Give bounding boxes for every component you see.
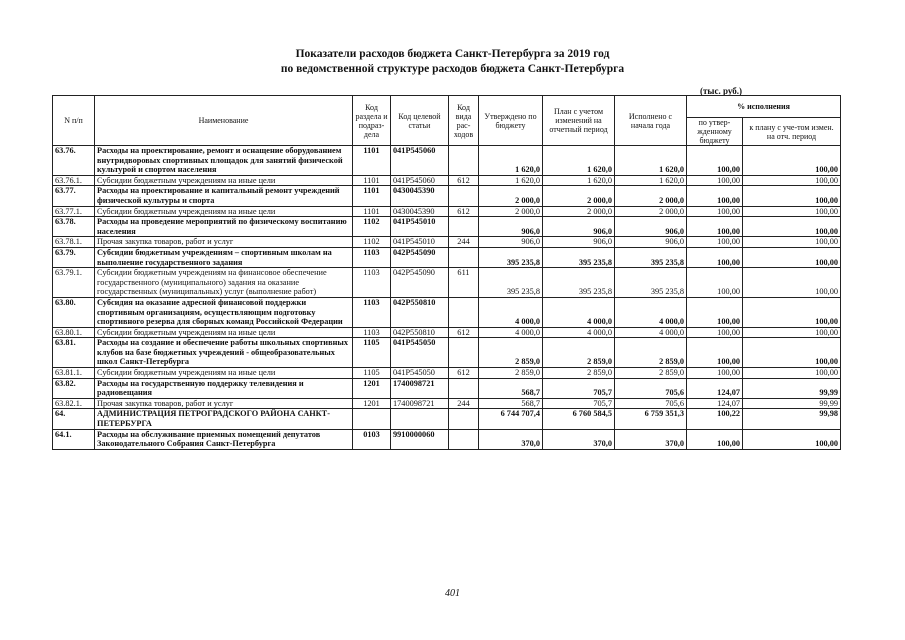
row-plan: 2 000,0: [543, 206, 615, 217]
row-executed: 2 859,0: [615, 338, 687, 368]
row-approved: 4 000,0: [479, 297, 543, 327]
row-target-code: 1740098721: [391, 398, 449, 409]
row-section-code: 1201: [353, 398, 391, 409]
table-row: [53, 237, 841, 248]
row-kind-code: 244: [449, 398, 479, 409]
row-section-code: 1103: [353, 297, 391, 327]
row-percent-plan: 100,00: [743, 146, 841, 176]
row-executed: 395 235,8: [615, 268, 687, 298]
row-plan: 4 000,0: [543, 327, 615, 338]
header-section-code: Код раздела и подраз-дела: [353, 96, 391, 146]
row-target-code: 9910000060: [391, 429, 449, 449]
row-approved: 395 235,8: [479, 268, 543, 298]
row-section-code: 1101: [353, 146, 391, 176]
row-plan: 705,7: [543, 398, 615, 409]
table-row: [53, 247, 841, 267]
row-target-code: 041P545060: [391, 146, 449, 176]
row-num: 63.78.: [53, 217, 95, 237]
row-num: 63.76.: [53, 146, 95, 176]
row-plan: 2 859,0: [543, 338, 615, 368]
row-target-code: 042P545090: [391, 247, 449, 267]
row-section-code: 1201: [353, 378, 391, 398]
row-plan: 370,0: [543, 429, 615, 449]
row-num: 63.82.: [53, 378, 95, 398]
row-section-code: 1103: [353, 268, 391, 298]
row-percent-approved: 100,00: [687, 217, 743, 237]
row-name: Субсидии бюджетным учреждениям на иные цели: [95, 206, 353, 217]
row-plan: 2 859,0: [543, 368, 615, 379]
row-target-code: 042P550810: [391, 327, 449, 338]
table-row: [53, 175, 841, 186]
row-section-code: 1102: [353, 237, 391, 248]
row-kind-code: [449, 217, 479, 237]
row-percent-plan: 99,99: [743, 398, 841, 409]
row-section-code: 1105: [353, 338, 391, 368]
row-kind-code: [449, 338, 479, 368]
row-percent-approved: 100,00: [687, 327, 743, 338]
row-num: 63.81.: [53, 338, 95, 368]
row-percent-approved: 100,00: [687, 268, 743, 298]
table-row: [53, 268, 841, 298]
table-row: [53, 429, 841, 449]
row-target-code: 041P545050: [391, 368, 449, 379]
row-percent-plan: 100,00: [743, 247, 841, 267]
row-executed: 4 000,0: [615, 327, 687, 338]
row-executed: 2 000,0: [615, 206, 687, 217]
row-kind-code: [449, 247, 479, 267]
row-percent-plan: 100,00: [743, 297, 841, 327]
row-num: 63.81.1.: [53, 368, 95, 379]
row-section-code: [353, 409, 391, 429]
row-name: Субсидии бюджетным учреждениям на иные цели: [95, 327, 353, 338]
row-executed: 705,6: [615, 378, 687, 398]
row-percent-plan: 99,99: [743, 378, 841, 398]
row-num: 63.79.: [53, 247, 95, 267]
row-target-code: 041P545060: [391, 175, 449, 186]
row-executed: 1 620,0: [615, 175, 687, 186]
table-row: [53, 206, 841, 217]
row-percent-approved: 100,00: [687, 247, 743, 267]
row-plan: 1 620,0: [543, 146, 615, 176]
row-num: 63.77.1.: [53, 206, 95, 217]
row-plan: 4 000,0: [543, 297, 615, 327]
row-target-code: 041P545010: [391, 217, 449, 237]
row-percent-approved: 100,00: [687, 297, 743, 327]
row-percent-plan: 100,00: [743, 338, 841, 368]
row-kind-code: [449, 429, 479, 449]
row-name: Расходы на создание и обеспечение работы школьных спортивных клубов на базе бюджетных учреждений - общеобразовательных школ Санкт-Петербурга: [95, 338, 353, 368]
row-executed: 4 000,0: [615, 297, 687, 327]
header-target-code: Код целевой статьи: [391, 96, 449, 146]
row-approved: 4 000,0: [479, 327, 543, 338]
row-kind-code: 244: [449, 237, 479, 248]
table-row: [53, 327, 841, 338]
row-kind-code: [449, 146, 479, 176]
row-executed: 906,0: [615, 217, 687, 237]
row-percent-approved: 100,22: [687, 409, 743, 429]
row-percent-plan: 100,00: [743, 429, 841, 449]
row-plan: 906,0: [543, 237, 615, 248]
report-subtitle: по ведомственной структуре расходов бюджета Санкт-Петербурга: [280, 63, 625, 75]
header-percent: % исполнения: [687, 96, 841, 118]
row-kind-code: 612: [449, 327, 479, 338]
table-row: [53, 217, 841, 237]
row-approved: 2 000,0: [479, 206, 543, 217]
row-target-code: 0430045390: [391, 186, 449, 206]
row-plan: 1 620,0: [543, 175, 615, 186]
row-name: Прочая закупка товаров, работ и услуг: [95, 398, 353, 409]
report-title: Показатели расходов бюджета Санкт-Петербурга за 2019 год: [295, 48, 610, 60]
header-executed: Исполнено с начала года: [615, 96, 687, 146]
row-name: Субсидии бюджетным учреждениям – спортивным школам на выполнение государственного задания: [95, 247, 353, 267]
row-percent-plan: 99,98: [743, 409, 841, 429]
table-row: [53, 378, 841, 398]
row-approved: 370,0: [479, 429, 543, 449]
row-percent-plan: 100,00: [743, 237, 841, 248]
table-row: [53, 398, 841, 409]
row-plan: 2 000,0: [543, 186, 615, 206]
row-target-code: [391, 409, 449, 429]
row-executed: 2 000,0: [615, 186, 687, 206]
table-row: [53, 368, 841, 379]
row-percent-plan: 100,00: [743, 368, 841, 379]
row-name: Расходы на проектирование и капитальный ремонт учреждений физической культуры и спорта: [95, 186, 353, 206]
row-name: Субсидии бюджетным учреждениям на финансовое обеспечение государственного (муниципального) задания на оказание государственных (муниципальных) услуг (выполнение работ): [95, 268, 353, 298]
row-section-code: 0103: [353, 429, 391, 449]
row-approved: 568,7: [479, 378, 543, 398]
row-num: 63.80.1.: [53, 327, 95, 338]
row-target-code: 0430045390: [391, 206, 449, 217]
row-name: Прочая закупка товаров, работ и услуг: [95, 237, 353, 248]
row-percent-approved: 124,07: [687, 398, 743, 409]
row-section-code: 1101: [353, 175, 391, 186]
row-executed: 395 235,8: [615, 247, 687, 267]
row-plan: 395 235,8: [543, 268, 615, 298]
row-name: Расходы на проведение мероприятий по физическому воспитанию населения: [95, 217, 353, 237]
row-percent-approved: 100,00: [687, 175, 743, 186]
row-num: 64.: [53, 409, 95, 429]
row-approved: 906,0: [479, 237, 543, 248]
table-row: [53, 297, 841, 327]
row-approved: 395 235,8: [479, 247, 543, 267]
table-row: [53, 186, 841, 206]
header-percent-approved: по утвер-жденному бюджету: [687, 118, 743, 146]
table-row: [53, 409, 841, 429]
row-percent-approved: 100,00: [687, 338, 743, 368]
row-name: Расходы на проектирование, ремонт и оснащение оборудованием внутридворовых спортивных площадок для занятий физической культурой и спортом населения: [95, 146, 353, 176]
row-plan: 6 760 584,5: [543, 409, 615, 429]
row-percent-plan: 100,00: [743, 327, 841, 338]
row-approved: 2 000,0: [479, 186, 543, 206]
row-num: 63.82.1.: [53, 398, 95, 409]
row-kind-code: [449, 186, 479, 206]
row-percent-plan: 100,00: [743, 186, 841, 206]
row-num: 63.76.1.: [53, 175, 95, 186]
row-section-code: 1103: [353, 327, 391, 338]
row-percent-approved: 100,00: [687, 368, 743, 379]
table-row: [53, 338, 841, 368]
row-plan: 395 235,8: [543, 247, 615, 267]
row-approved: 568,7: [479, 398, 543, 409]
row-name: Субсидии бюджетным учреждениям на иные цели: [95, 368, 353, 379]
row-name: Расходы на обслуживание приемных помещений депутатов Законодательного Собрания Санкт-Петербурга: [95, 429, 353, 449]
header-kind-code: Код вида рас-ходов: [449, 96, 479, 146]
row-section-code: 1105: [353, 368, 391, 379]
row-target-code: 042P545090: [391, 268, 449, 298]
row-num: 63.79.1.: [53, 268, 95, 298]
row-approved: 2 859,0: [479, 338, 543, 368]
row-percent-approved: 100,00: [687, 237, 743, 248]
row-kind-code: [449, 297, 479, 327]
row-plan: 906,0: [543, 217, 615, 237]
row-target-code: 041P545010: [391, 237, 449, 248]
expenditure-table: [52, 95, 841, 450]
row-target-code: 1740098721: [391, 378, 449, 398]
table-row: [53, 146, 841, 176]
row-approved: 6 744 707,4: [479, 409, 543, 429]
row-kind-code: 612: [449, 175, 479, 186]
row-kind-code: 612: [449, 206, 479, 217]
row-section-code: 1101: [353, 206, 391, 217]
row-kind-code: [449, 378, 479, 398]
row-executed: 2 859,0: [615, 368, 687, 379]
row-executed: 906,0: [615, 237, 687, 248]
row-executed: 6 759 351,3: [615, 409, 687, 429]
header-approved: Утверждено по бюджету: [479, 96, 543, 146]
header-percent-plan: к плану с уче-том измен. на отч. период: [743, 118, 841, 146]
header-plan: План с учетом изменений на отчетный период: [543, 96, 615, 146]
row-kind-code: 612: [449, 368, 479, 379]
row-section-code: 1102: [353, 217, 391, 237]
header-name: Наименование: [95, 96, 353, 146]
units-label: (тыс. руб.): [700, 86, 742, 96]
row-section-code: 1101: [353, 186, 391, 206]
row-executed: 370,0: [615, 429, 687, 449]
row-name: Субсидия на оказание адресной финансовой поддержки спортивным организациям, осуществляющим подготовку спортивного резерва для сборных команд Российской Федерации: [95, 297, 353, 327]
row-target-code: 041P545050: [391, 338, 449, 368]
row-name: Субсидии бюджетным учреждениям на иные цели: [95, 175, 353, 186]
row-percent-approved: 100,00: [687, 429, 743, 449]
row-target-code: 042P550810: [391, 297, 449, 327]
row-num: 63.77.: [53, 186, 95, 206]
row-executed: 705,6: [615, 398, 687, 409]
row-percent-approved: 100,00: [687, 146, 743, 176]
row-approved: 1 620,0: [479, 146, 543, 176]
row-kind-code: [449, 409, 479, 429]
row-percent-approved: 100,00: [687, 206, 743, 217]
row-percent-plan: 100,00: [743, 268, 841, 298]
row-approved: 1 620,0: [479, 175, 543, 186]
row-num: 63.78.1.: [53, 237, 95, 248]
row-approved: 2 859,0: [479, 368, 543, 379]
row-num: 63.80.: [53, 297, 95, 327]
row-approved: 906,0: [479, 217, 543, 237]
row-percent-approved: 100,00: [687, 186, 743, 206]
row-section-code: 1103: [353, 247, 391, 267]
row-name: АДМИНИСТРАЦИЯ ПЕТРОГРАДСКОГО РАЙОНА САНКТ-ПЕТЕРБУРГА: [95, 409, 353, 429]
row-percent-approved: 124,07: [687, 378, 743, 398]
row-percent-plan: 100,00: [743, 217, 841, 237]
row-percent-plan: 100,00: [743, 206, 841, 217]
page-number: 401: [445, 588, 460, 599]
row-plan: 705,7: [543, 378, 615, 398]
row-kind-code: 611: [449, 268, 479, 298]
header-num: N п/п: [53, 96, 95, 146]
row-name: Расходы на государственную поддержку телевидения и радиовещания: [95, 378, 353, 398]
row-percent-plan: 100,00: [743, 175, 841, 186]
row-num: 64.1.: [53, 429, 95, 449]
row-executed: 1 620,0: [615, 146, 687, 176]
